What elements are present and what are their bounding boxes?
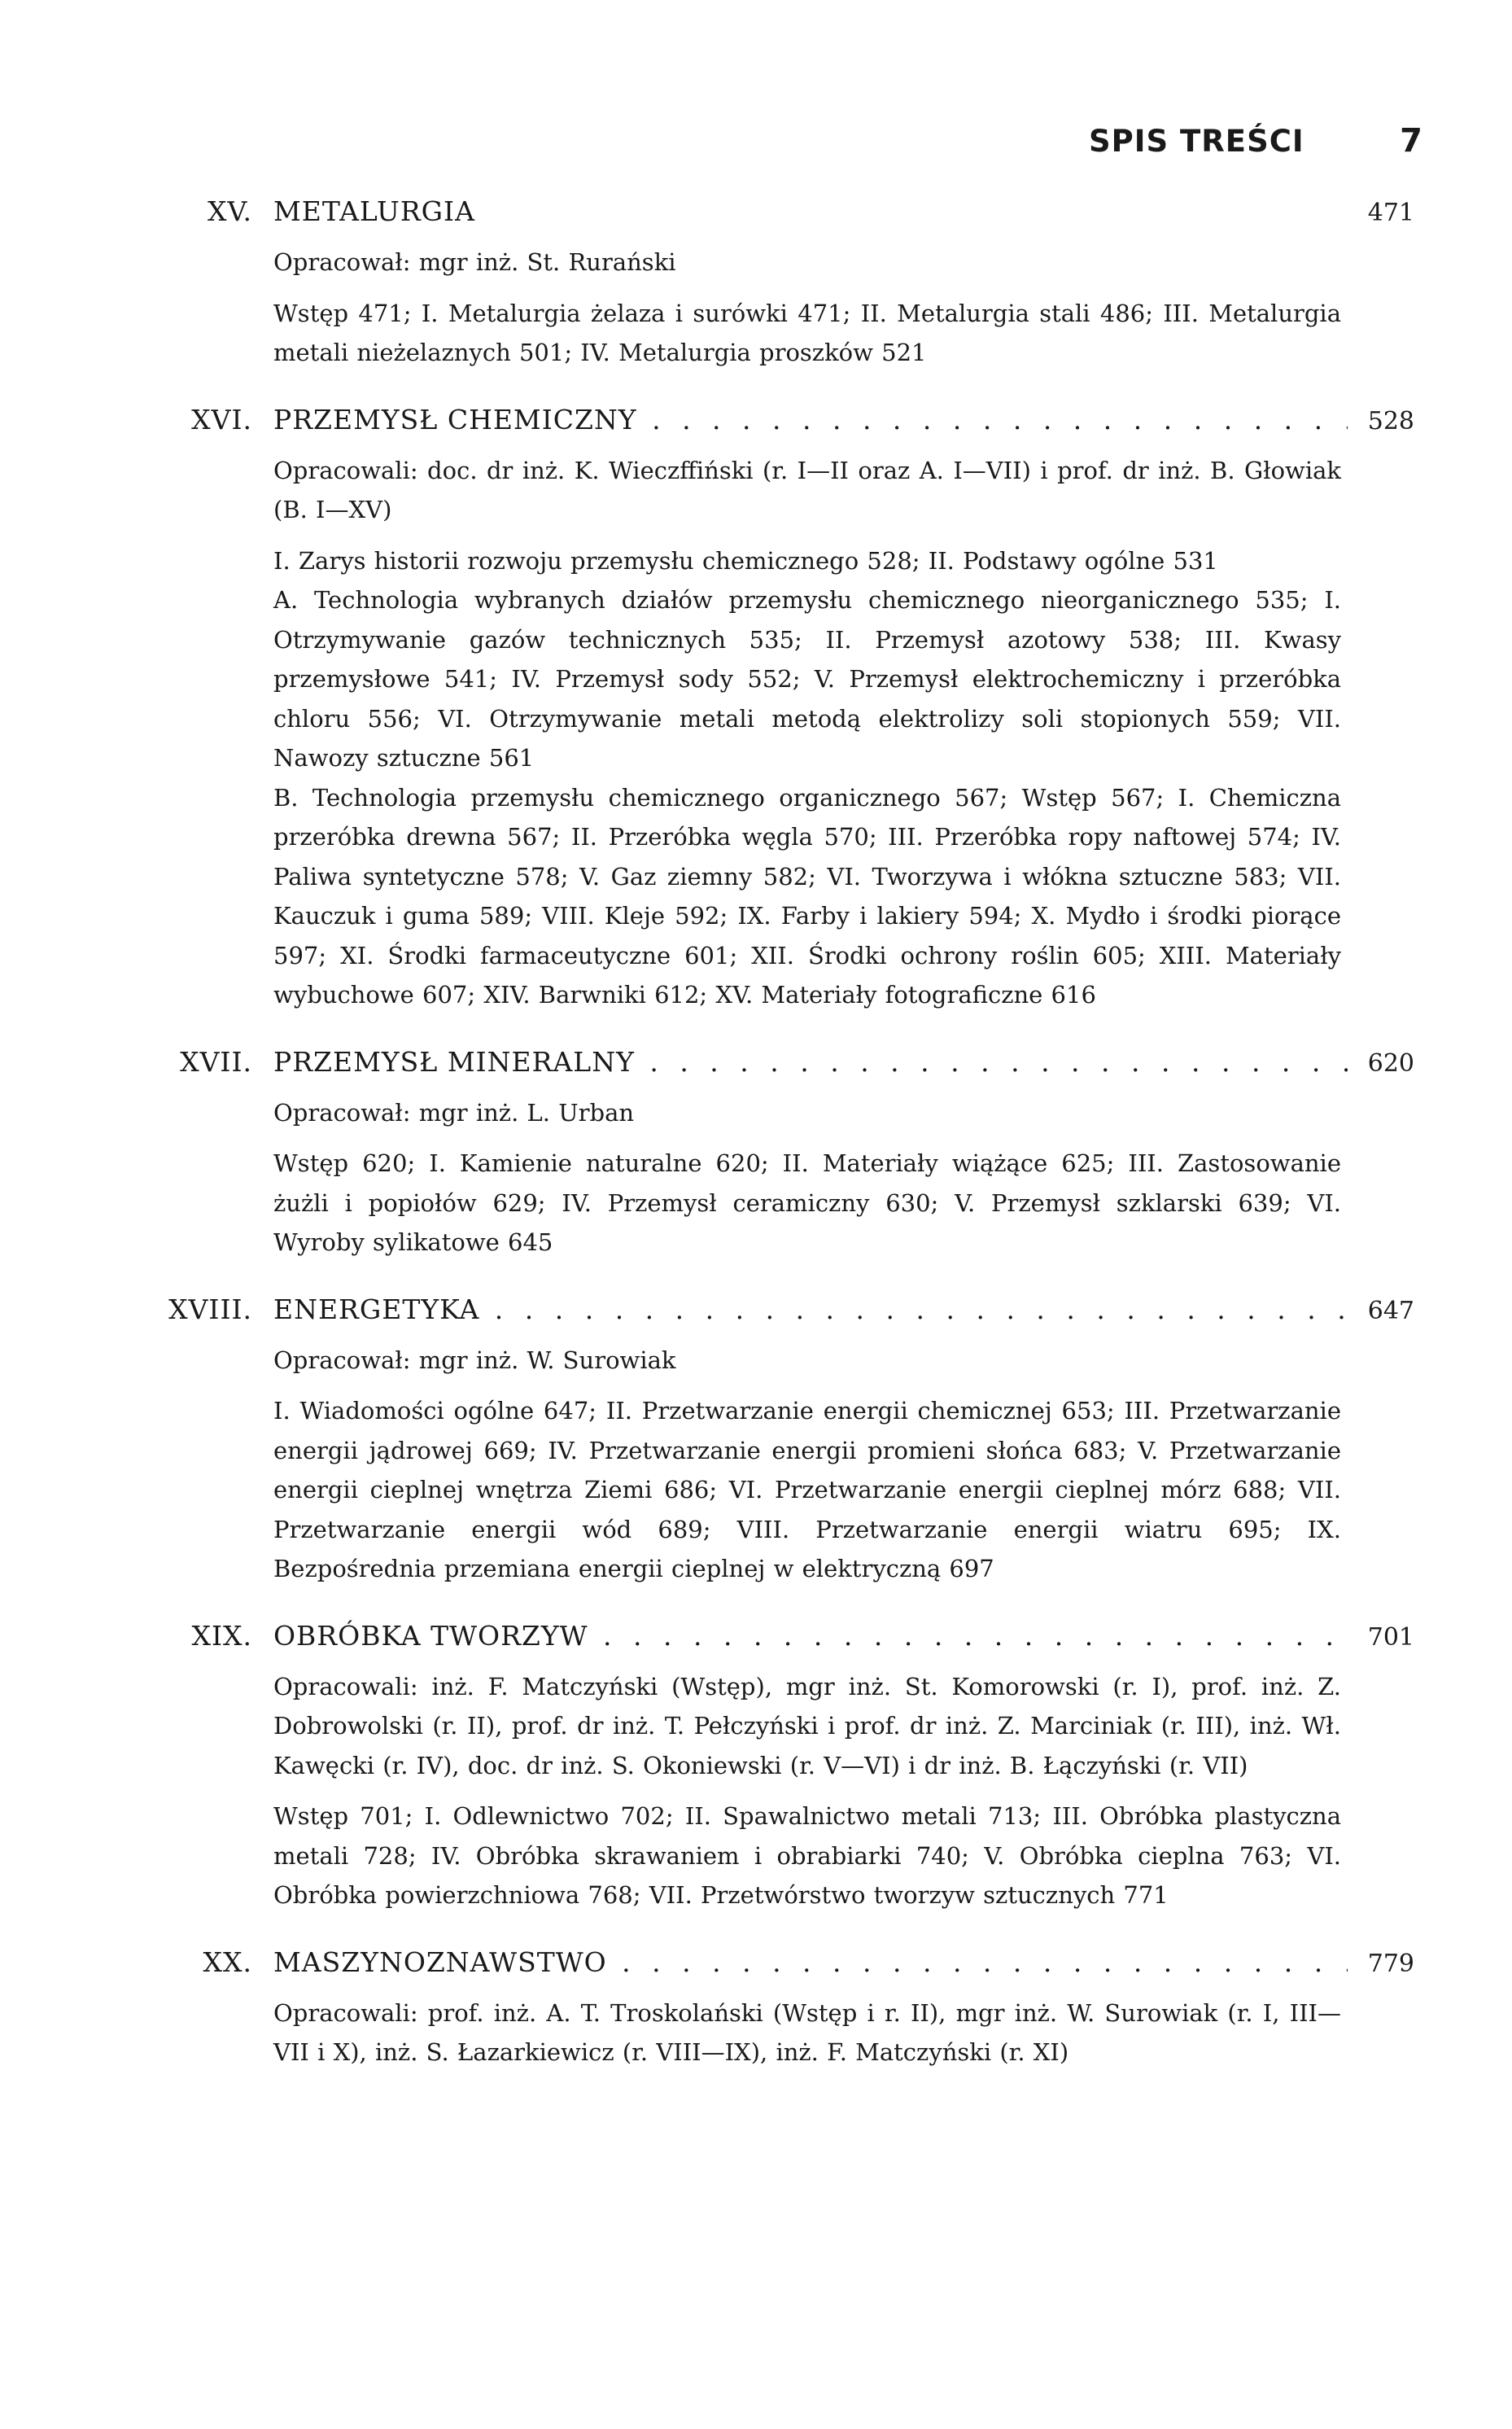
section-number: XV. <box>207 195 252 227</box>
section-number: XVIII. <box>168 1293 252 1325</box>
section-heading <box>0 1046 1512 1093</box>
running-header <box>1089 122 1422 160</box>
section-authors: Opracował: mgr inż. L. Urban <box>273 1098 635 1127</box>
section-contents: Wstęp 471; I. Metalurgia żelaza i surówki 471; II. Metalurgia stali 486; III. Metalurgia metali nieżelaznych 501; IV. Metalurgia proszków 521 <box>273 299 1341 366</box>
section-authors: Opracowali: inż. F. Matczyński (Wstęp), mgr inż. St. Komorowski (r. I), prof. inż. Z. Dobrowolski (r. II), prof. dr inż. T. Pełczyński i prof. dr inż. Z. Marciniak (r. III), inż. Wł. Kawęcki (r. IV), doc. dr inż. S. Okoniewski (r. V—VI) i dr inż. B. Łączyński (r. VII) <box>273 1672 1341 1779</box>
section-title: OBRÓBKA TWORZYW . . . <box>273 1620 1348 1652</box>
section-heading <box>0 1293 1512 1341</box>
section-page: 701 <box>1356 1623 1414 1652</box>
toc-section <box>0 1046 1512 1263</box>
section-heading <box>0 1620 1512 1667</box>
section-number: XVI. <box>191 403 252 435</box>
section-title: METALURGIA <box>273 195 475 227</box>
section-heading <box>0 195 1512 243</box>
toc-section <box>0 1293 1512 1589</box>
section-contents: Wstęp 620; I. Kamienie naturalne 620; II. Materiały wiążące 625; III. Zastosowanie żużli i popiołów 629; IV. Przemysł ceramiczny 630; V. Przemysł szklarski 639; VI. Wyroby sylikatowe 645 <box>273 1149 1341 1256</box>
section-authors: Opracowali: doc. dr inż. K. Wieczffiński (r. I—II oraz A. I—VII) i prof. dr inż. B. Głowiak (B. I—XV) <box>273 456 1341 523</box>
section-authors: Opracował: mgr inż. W. Surowiak <box>273 1346 676 1374</box>
section-heading <box>0 1946 1512 1994</box>
section-title: PRZEMYSŁ MINERALNY . . . <box>273 1046 1348 1078</box>
section-contents: Wstęp 701; I. Odlewnictwo 702; II. Spawalnictwo metali 713; III. Obróbka plastyczna metali 728; IV. Obróbka skrawaniem i obrabiarki 740; V. Obróbka cieplna 763; VI. Obróbka powierzchniowa 768; VII. Przetwórstwo tworzyw sztucznych 771 <box>273 1802 1341 1909</box>
section-number: XVII. <box>180 1045 252 1078</box>
section-page: 620 <box>1356 1049 1414 1078</box>
section-authors: Opracowali: prof. inż. A. T. Troskolański (Wstęp i r. II), mgr inż. W. Surowiak (r. I, III—VII i X), inż. S. Łazarkiewicz (r. VIII—IX), inż. F. Matczyński (r. XI) <box>273 1998 1341 2066</box>
section-page: 647 <box>1356 1297 1414 1325</box>
section-contents: B. Technologia przemysłu chemicznego organicznego 567; Wstęp 567; I. Chemiczna przeróbka drewna 567; II. Przeróbka węgla 570; III. Przeróbka ropy naftowej 574; IV. Paliwa syntetyczne 578; V. Gaz ziemny 582; VI. Tworzywa i włókna sztuczne 583; VII. Kauczuk i guma 589; VIII. Kleje 592; IX. Farby i lakiery 594; X. Mydło i środki piorące 597; XI. Środki farmaceutyczne 601; XII. Środki ochrony roślin 605; XIII. Materiały wybuchowe 607; XIV. Barwniki 612; XV. Materiały fotograficzne 616 <box>273 783 1341 1009</box>
section-contents: I. Zarys historii rozwoju przemysłu chemicznego 528; II. Podstawy ogólne 531 <box>273 546 1218 575</box>
toc-section <box>0 195 1512 373</box>
running-title: SPIS TREŚCI <box>1089 124 1304 159</box>
section-page: 528 <box>1356 407 1414 435</box>
section-page: 471 <box>1356 199 1414 227</box>
section-contents: A. Technologia wybranych działów przemysłu chemicznego nieorganicznego 535; I. Otrzymywanie gazów technicznych 535; II. Przemysł azotowy 538; III. Kwasy przemysłowe 541; IV. Przemysł sody 552; V. Przemysł elektrochemiczny i przeróbka chloru 556; VI. Otrzymywanie metali metodą elektrolizy soli stopionych 559; VII. Nawozy sztuczne 561 <box>273 586 1341 772</box>
section-authors: Opracował: mgr inż. St. Rurański <box>273 248 676 276</box>
section-title: ENERGETYKA . . . <box>273 1293 1348 1325</box>
section-page: 779 <box>1356 1950 1414 1978</box>
toc-section <box>0 1620 1512 1915</box>
section-number: XX. <box>203 1945 252 1978</box>
section-heading <box>0 404 1512 451</box>
toc-section <box>0 404 1512 1015</box>
section-title: PRZEMYSŁ CHEMICZNY . . . <box>273 404 1348 435</box>
toc-section <box>0 1946 1512 2072</box>
section-title: MASZYNOZNAWSTWO . . . <box>273 1946 1348 1978</box>
section-number: XIX. <box>191 1619 252 1652</box>
section-contents: I. Wiadomości ogólne 647; II. Przetwarzanie energii chemicznej 653; III. Przetwarzanie energii jądrowej 669; IV. Przetwarzanie energii promieni słońca 683; V. Przetwarzanie energii cieplnej wnętrza Ziemi 686; VI. Przetwarzanie energii cieplnej mórz 688; VII. Przetwarzanie energii wód 689; VIII. Przetwarzanie energii wiatru 695; IX. Bezpośrednia przemiana energii cieplnej w elektryczną 697 <box>273 1397 1341 1582</box>
table-of-contents <box>0 195 1512 2103</box>
page-number: 7 <box>1400 122 1422 160</box>
